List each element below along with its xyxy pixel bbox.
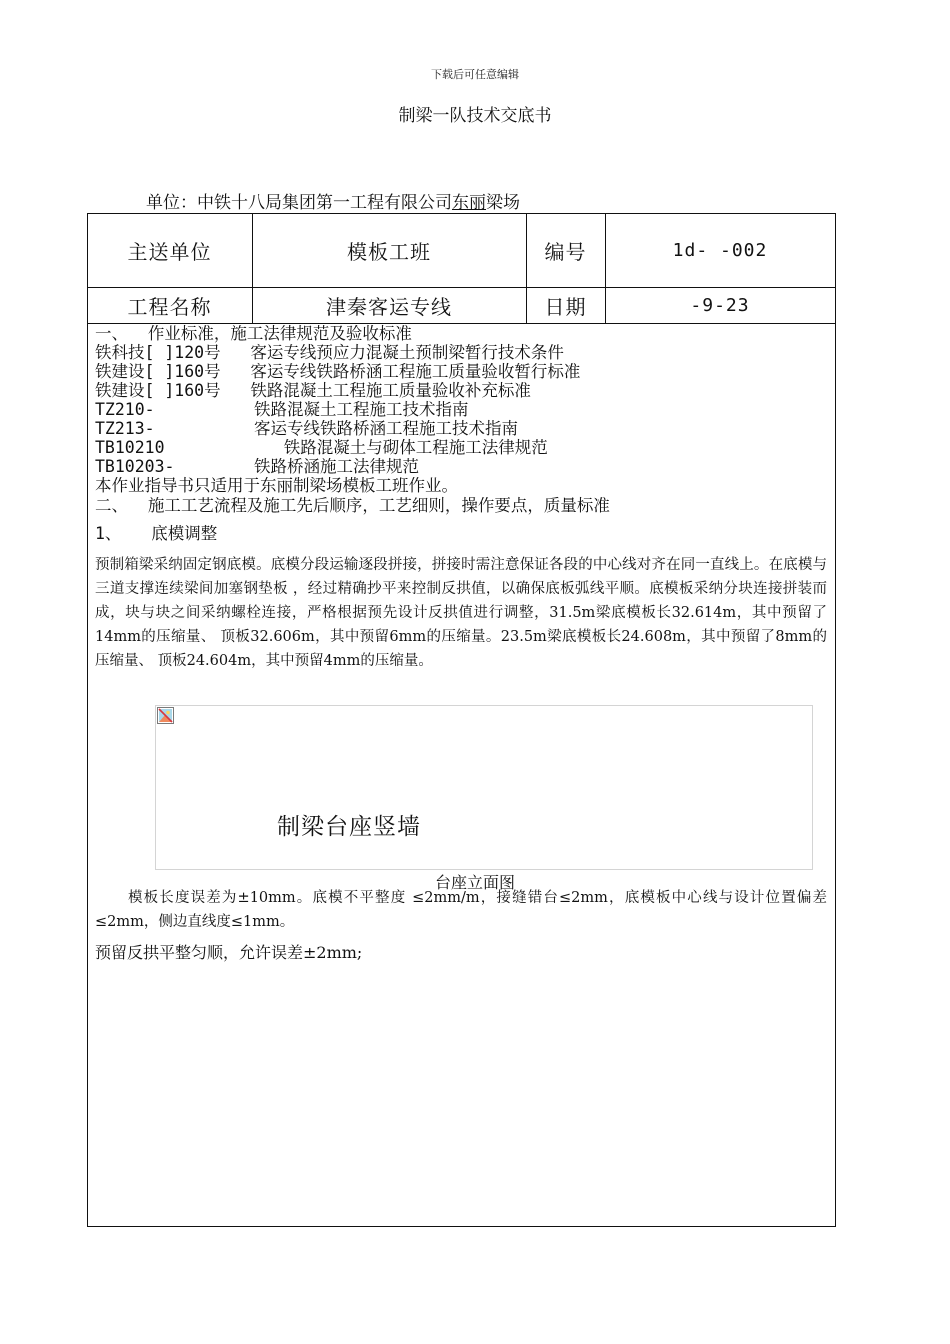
top-note: 下载后可任意编辑 [431, 68, 519, 81]
standard-item: 铁科技[ ]120号 客运专线预应力混凝土预制梁暂行技术条件 [95, 343, 564, 362]
number-value: 1d- -002 [672, 239, 768, 261]
standard-item: TB10203- 铁路桥涵施工法律规范 [95, 457, 419, 476]
standard-item: TZ210- 铁路混凝土工程施工技术指南 [95, 400, 469, 419]
date-label: 日期 [544, 295, 587, 319]
standard-item: 铁建设[ ]160号 铁路混凝土工程施工质量验收补充标准 [95, 381, 531, 400]
project-value: 津秦客运专线 [326, 295, 452, 319]
number-label: 编号 [544, 239, 587, 264]
standard-item: TB10210 铁路混凝土与砌体工程施工法律规范 [95, 438, 548, 457]
section-two-heading: 二、 施工工艺流程及施工先后顺序，工艺细则，操作要点，质量标准 [95, 496, 610, 515]
broken-image-icon [157, 707, 174, 724]
subsection-heading: 1、 底模调整 [95, 524, 218, 543]
tolerance-text: 模板长度误差为±10mm。底模不平整度 ≤2mm/m，接缝错台≤2mm，底模板中心线与设计位置偏差≤2mm，侧边直线度≤1mm。 [95, 890, 827, 930]
bottom-form-paragraph: 预制箱梁采纳固定钢底模。底模分段运输逐段拼接，拼接时需注意保证各段的中心线对齐在同一直线上。在底模与三道支撑连续梁间加塞钢垫板 ，经过精确抄平来控制反拱值，以确保底板弧线平顺。底模板采纳分块连接拼装而成，块与块之间采纳螺栓连接，严格根据预先设计反拱值进行调整，31.5m梁底模板长32.614m，其中预留了14mm的压缩量、 顶板32.606m，其中预留6mm的压缩量。23.5m梁底模板长24.608m，其中预留了8mm的压缩量、 顶板24.604m，其中预留4mm的压缩量。 [95, 557, 827, 669]
project-label: 工程名称 [127, 295, 212, 319]
recipient-label: 主送单位 [127, 239, 212, 264]
unit-prefix: 单位：中铁十八局集团第一工程有限公司 [146, 193, 452, 213]
recipient-value: 模板工班 [347, 239, 431, 264]
unit-line [146, 188, 520, 213]
section-one-heading: 一、 作业标准，施工法律规范及验收标准 [95, 324, 412, 343]
figure-placeholder [155, 705, 813, 870]
unit-suffix: 梁场 [486, 193, 520, 213]
document-title: 制梁一队技术交底书 [398, 106, 552, 126]
standard-item: TZ213- 客运专线铁路桥涵工程施工技术指南 [95, 419, 518, 438]
camber-text: 预留反拱平整匀顺，允许误差±2mm; [95, 943, 363, 962]
figure-label: 制梁台座竖墙 [277, 814, 421, 840]
standard-item: 铁建设[ ]160号 客运专线铁路桥涵工程施工质量验收暂行标准 [95, 362, 581, 381]
scope-note: 本作业指导书只适用于东丽制梁场模板工班作业。 [95, 476, 458, 495]
figure-caption: 台座立面图 [434, 873, 515, 892]
unit-underlined: 东丽 [452, 193, 486, 213]
date-value: -9-23 [690, 295, 750, 316]
